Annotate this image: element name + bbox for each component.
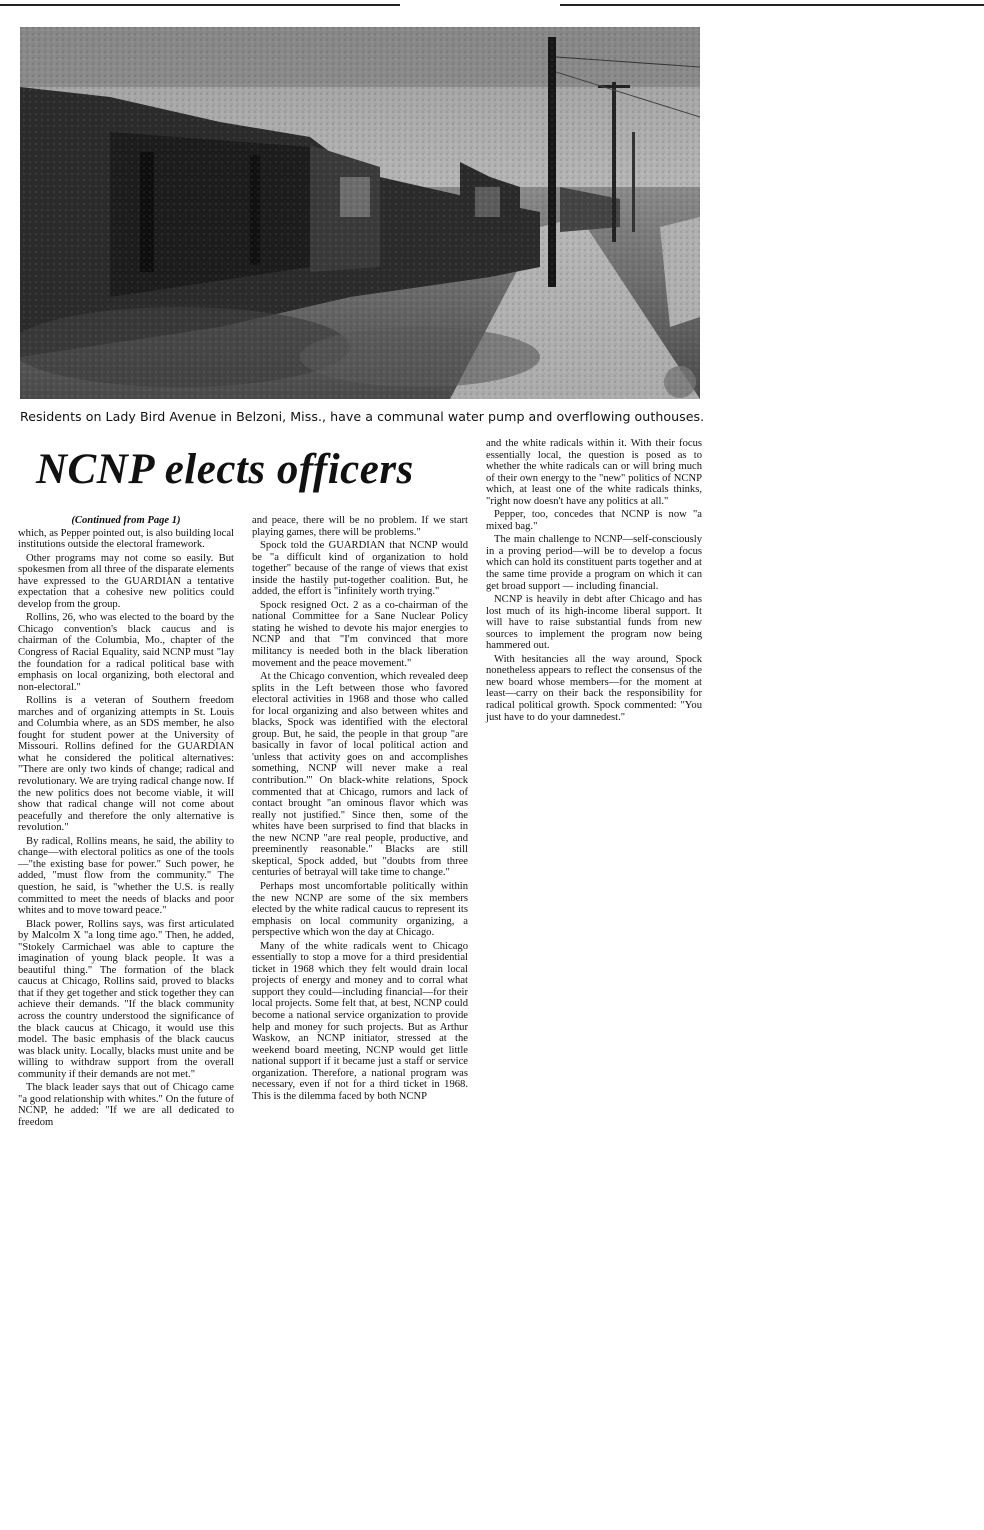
- paragraph: which, as Pepper pointed out, is also building local institutions outside the electoral framework.: [18, 527, 234, 551]
- paragraph: At the Chicago convention, which revealed deep splits in the Left between those who favored electoral activities in 1968 and those who called for local organizing and also between whites and blacks, Spock was identified with the electoral group. But, he said, the people in that group "are basically in favor of local political action and 'unless that activity goes on and accomplishes something, NCNP will never make a real contribution.'" On black-white relations, Spock commented that at Chicago, rumors and lack of contact brought "an ominous flavor which was really not justified." Since then, some of the whites have been surprised to find that blacks in the new NCNP "are real people, productive, and preeminently reasonable." Blacks are still skeptical, Spock added, but "doubts from three centuries of betrayal will take time to change.": [252, 671, 468, 879]
- paragraph: By radical, Rollins means, he said, the ability to change—with electoral politics as one of the tools—"the existing base for power." Such power, he added, "must flow from the community." The question, he said, is "whether the U.S. is really committed to meet the needs of blacks and poor whites and to move toward peace.": [18, 835, 234, 917]
- article-headline: NCNP elects officers: [36, 446, 414, 493]
- continued-note: (Continued from Page 1): [71, 515, 181, 526]
- news-photo: [20, 27, 700, 399]
- paragraph: Spock resigned Oct. 2 as a co-chairman of the national Committee for a Sane Nuclear Policy stating he wished to devote his major energies to NCNP and that "I'm convinced that more militancy is needed both in the black liberation movement and the peace movement.": [252, 599, 468, 669]
- paragraph: Pepper, too, concedes that NCNP is now "a mixed bag.": [486, 509, 702, 532]
- paragraph: Other programs may not come so easily. But spokesmen from all three of the disparate elements have expressed to the GUARDIAN a tentative expectation that a cohesive new politics could develop from the group.: [18, 552, 234, 610]
- top-rule-right: [560, 4, 984, 6]
- paragraph: Black power, Rollins says, was first articulated by Malcolm X "a long time ago." Then, he added, "Stokely Carmichael was able to capture the imagination of young black people. It was a beautiful thing." The formation of the black caucus at Chicago, Rollins said, proved to blacks that if they get together and stick together they can achieve their demands. "If the black community across the country understood the significance of the black caucus at Chicago, it would use this model. The basic emphasis of the black caucus was black unity. Locally, blacks must unite and be willing to withdraw support from the overall community if their demands are not met.": [18, 918, 234, 1080]
- paragraph: Perhaps most uncomfortable politically within the new NCNP are some of the six members elected by the white radical caucus to represent its emphasis on local community organizing, a perspective which won the day at Chicago.: [252, 880, 468, 939]
- article-column-1: [18, 515, 234, 1130]
- paragraph: The black leader says that out of Chicago came "a good relationship with whites." On the future of NCNP, he added: "If we are all dedicated to freedom: [18, 1082, 234, 1128]
- paragraph: The main challenge to NCNP—self-consciously in a proving period—will be to develop a focus which can hold its constituent parts together and at the same time provide a program on which it can get broad support — including financial.: [486, 534, 702, 592]
- paragraph: and the white radicals within it. With their focus essentially local, the question is posed as to whether the white radicals can or will bring much of their own energy to the "new" politics of NCNP which, at least one of the white radicals thinks, "right now doesn't have any politics at all.": [486, 438, 702, 507]
- top-rule-left: [0, 4, 400, 6]
- paragraph: Rollins is a veteran of Southern freedom marches and of organizing attempts in St. Louis and Columbia where, as an SDS member, he also fought for student power at the University of Missouri. Rollins defined for the GUARDIAN what he considered the political alternatives: "There are only two kinds of change; radical and revolutionary. We are trying radical change now. If the new politics does not become viable, it will show that radical change will not come about peacefully and therefore the only alternative is revolution.": [18, 695, 234, 834]
- paragraph: Rollins, 26, who was elected to the board by the Chicago convention's black caucus and is chairman of the Columbia, Mo., chapter of the Congress of Racial Equality, said NCNP must "lay the foundation for a radical political base with emphasis on local organizing, both electoral and non-electoral.": [18, 612, 234, 693]
- paragraph: With hesitancies all the way around, Spock nonetheless appears to reflect the consensus of the new board whose members—for the moment at least—carry on their back the responsibility for radical political growth. Spock commented: "You just have to do your damnedest.": [486, 653, 702, 723]
- paragraph: Spock told the GUARDIAN that NCNP would be "a difficult kind of organization to hold together" because of the range of views that exist inside the hastily put-together coalition. But, he added, the effort is "infinitely worth trying.": [252, 540, 468, 598]
- paragraph: Many of the white radicals went to Chicago essentially to stop a move for a third presidential ticket in 1968 which they felt would drain local projects of energy and money and to corral what support they could—including financial—for their local projects. Some felt that, at best, NCNP could become a national service organization to provide help and money for such projects. But as Arthur Waskow, an NCNP initiator, stressed at the weekend board meeting, NCNP would get little national support if it became just a staff or service organization. Therefore, a national program was necessary, even if not for a third ticket in 1968. This is the dilemma faced by both NCNP: [252, 940, 468, 1102]
- photo-caption: Residents on Lady Bird Avenue in Belzoni, Miss., have a communal water pump and overflowing outhouses.: [20, 409, 705, 424]
- paragraph: NCNP is heavily in debt after Chicago and has lost much of its high-income liberal support. It will have to raise substantial funds from new sources to implement the program now being hammered out.: [486, 594, 702, 652]
- article-column-2: [252, 515, 468, 1104]
- paragraph: and peace, there will be no problem. If we start playing games, there will be problems.": [252, 515, 468, 538]
- article-column-3: [486, 438, 702, 725]
